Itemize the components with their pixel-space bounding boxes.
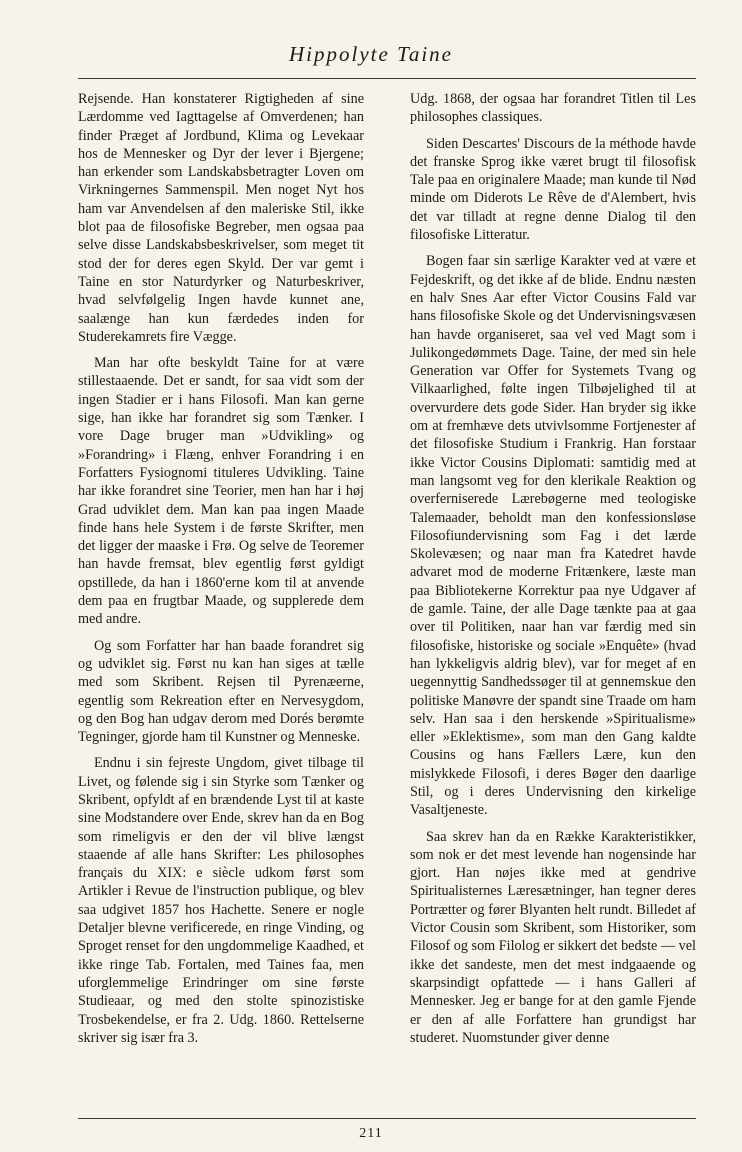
left-paragraph-2: Man har ofte beskyldt Taine for at være stillestaaende. Det er sandt, for saa vidt som der ingen Stadier er i hans Filosofi. Man kan gerne sige, han ikke har forandret sig som Tænker. I vore Dage bruger man »Udvikling» og »Forandring» i Flæng, enhver Forandring i en Forfatters Fysiognomi tituleres Udvikling. Taine har ikke forandret sine Teorier, men han har i høj Grad udviklet dem. Man kan paa ingen Maade finde hans hele System i de første Skrifter, men det ligger der maaske i Frø. Og selve de Teoremer han havde fremsat, blev egentlig først gyldigt opstillede, da han i 1860'erne kom til at anvende dem paa en frugtbar Maade, og supplerede dem med andre. <box>78 355 364 628</box>
right-paragraph-3: Bogen faar sin særlige Karakter ved at være et Fejdeskrift, og det ikke af de blide. Endnu næsten en halv Snes Aar efter Victor Cousins Fald var hans filosofiske Skole og det Undervisningsvæsen han havde organiseret, saa vel ved Magt som i Julikongedømmets Dage. Taine, der med sin hele Generation var Offer for Systemets Tvang og Vilkaarlighed, følte ingen Tilbøjelighed til at overvurdere dets gode Sider. Han bryder sig ikke om at fremhæve dets utvivlsomme Fortjenester af det filosofiske Studium i Frankrig. Han forstaar ikke Victor Cousins Diplomati: samtidig med at man langsomt veg for den klerikale Reaktion og overferniserede Lærebøgerne med teologiske Talemaader, beholdt man den konfessionsløse Filosofiundervisning som Fag i det lærde Skolevæsen; og naar man fra Katedret havde advaret mod de moderne Fritænkere, læste man paa Bibliotekerne Korrektur paa nye Udgaver af de gamle. Taine, der alle Dage tænkte paa at gaa over til Politiken, naar han var færdig med sin filosofiske, historiske og sociale »Enquête» (hvad han lykkeligvis aldrig blev), var for meget af en uegennyttig Sandhedssøger til at gennemskue den politiske Manøvre der spandt sine Traade om ham selv. Han saa i den herskende »Spiritualisme» eller »Eklektisme», som man den Gang kaldte Cousins og hans Fællers Lære, kun den mislykkede Filosofi, i deres Bøger den daarlige Stil, og i deres Undervisning den kirkelige Vasaltjeneste. <box>410 253 696 819</box>
right-paragraph-4: Saa skrev han da en Række Karakteristikker, som nok er det mest levende han nogensinde har gjort. Han nøjes ikke med at gendrive Spiritualisternes Læresætninger, han tegner deres Portrætter og fører Blyanten helt rundt. Billedet af Victor Cousin som Skribent, som Historiker, som Filosof og som Filolog er sikkert det bedste — vel ikke det sandeste, men det mest indgaaende og skarpsindigt opfattede — i hans Galleri af Mennesker. Jeg er bange for at den gamle Fjende er den af alle Forfattere han grundigst har studeret. Nuomstunder giver denne <box>410 828 696 1046</box>
running-header-title: Hippolyte Taine <box>289 42 453 66</box>
left-paragraph-1: Rejsende. Han konstaterer Rigtigheden af sine Lærdomme ved Iagttagelse af Omverdenen; han finder Præget af Jordbund, Klima og Levekaar hos de Mennesker og Dyr der lever i Bjergene; han erkender som Landskabsbetragter Loven om Virkningernes Sammenspil. Men noget Nyt hos ham var Anvendelsen af den maleriske Stil, ikke blot paa de filosofiske Begreber, men ogsaa paa selve disse Landskabsbeskrivelser, som meget tit stod der for deres egen Skyld. Der var gemt i Taine en stor Naturdyrker og Naturbeskriver, hvad selvfølgelig Ingen havde kunnet ane, saalænge han kun færdedes inden for Studerekamrets fire Vægge. <box>78 91 364 345</box>
right-paragraph-1: Udg. 1868, der ogsaa har forandret Titlen til Les philosophes classiques. <box>410 91 696 126</box>
left-column <box>78 90 364 1055</box>
footer-rule <box>78 1118 696 1119</box>
right-paragraph-2: Siden Descartes' Discours de la méthode havde det franske Sprog ikke været brugt til filosofisk Tale paa en originalere Maade; man kunde til Nød minde om Diderots Le Rêve de d'Alembert, hvis det var tilladt at regne denne Dialog til den filosofiske Litteratur. <box>410 135 696 244</box>
left-paragraph-3: Og som Forfatter har han baade forandret sig og udviklet sig. Først nu kan han siges at tælle med som Skribent. Rejsen til Pyrenæerne, egentlig som Rekreation efter en Nervesygdom, og den Bog han udgav derom med Dorés berømte Tegninger, gjorde ham til Kunstner og Menneske. <box>78 637 364 746</box>
right-column <box>410 90 696 1055</box>
page-number: 211 <box>359 1126 383 1141</box>
left-paragraph-4: Endnu i sin fejreste Ungdom, givet tilbage til Livet, og følende sig i sin Styrke som Tænker og Skribent, opfyldt af en brændende Lyst til at kaste sine Modstandere over Ende, skrev han da en Bog som rimeligvis er den der vil blive længst staaende af alle hans Skrifter: Les philosophes français du XIX: e siècle udkom først som Artikler i Revue de l'instruction publique, og blev saa udgivet 1857 hos Hachette. Senere er nogle Detaljer blevne verificerede, en ringe Vinding, og Sproget renset for den ungdommelige Kaadhed, et ikke ringe Tab. Fortalen, med Taines faa, men uforglemmelige Erindringer om sine første Studieaar, og med den stolte spinozistiske Trosbekendelse, er fra 2. Udg. 1860. Rettelserne skriver sig især fra 3. <box>78 755 364 1046</box>
header-rule <box>78 78 696 79</box>
